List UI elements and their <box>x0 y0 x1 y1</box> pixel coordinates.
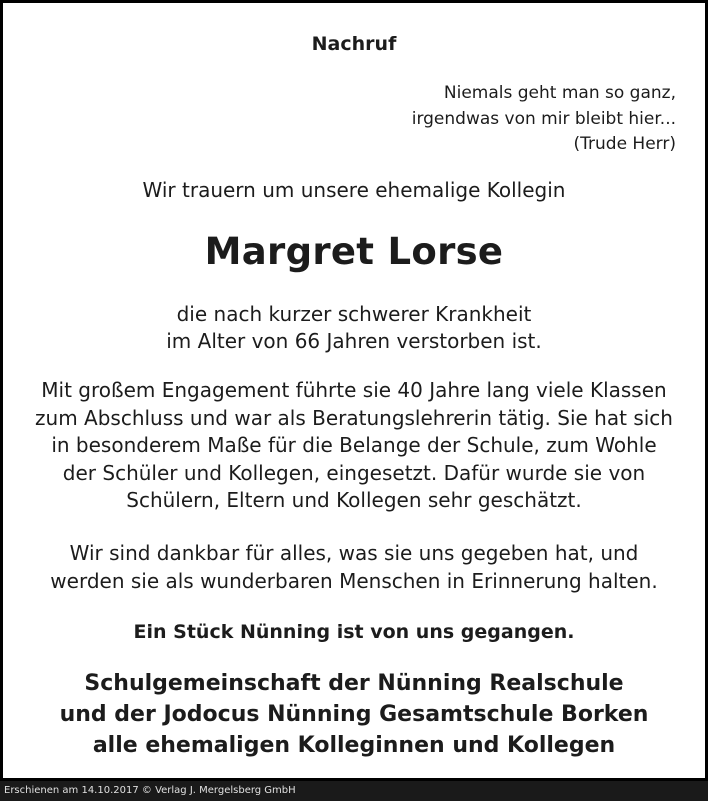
tribute-paragraph <box>3 377 705 515</box>
quote-block <box>412 81 676 158</box>
closing-line: Ein Stück Nünning ist von uns gegangen. <box>133 621 575 643</box>
thanks-line: Wir sind dankbar für alles, was sie uns gegeben hat, und <box>69 541 639 565</box>
signature-line: Schulgemeinschaft der Nünning Realschule <box>84 671 624 696</box>
tribute-line: Mit großem Engagement führte sie 40 Jahre lang viele Klassen <box>41 378 667 402</box>
notice-heading: Nachruf <box>311 33 397 55</box>
signature-line: und der Jodocus Nünning Gesamtschule Borken <box>59 702 649 727</box>
signature-block <box>3 668 705 761</box>
signature-line: alle ehemaligen Kolleginnen und Kollegen <box>92 733 616 758</box>
tribute-line: Schülern, Eltern und Kollegen sehr geschätzt. <box>126 488 582 512</box>
tribute-line: in besonderem Maße für die Belange der Schule, zum Wohle <box>51 433 657 457</box>
intro-text: Wir trauern um unsere ehemalige Kollegin <box>142 178 566 202</box>
publication-footer: Erschienen am 14.10.2017 © Verlag J. Mergelsberg GmbH <box>4 785 296 796</box>
deceased-name: Margret Lorse <box>204 230 504 273</box>
quote-attribution: (Trude Herr) <box>573 134 676 154</box>
thanks-paragraph <box>3 539 705 595</box>
death-line: die nach kurzer schwerer Krankheit <box>176 302 532 326</box>
thanks-line: werden sie als wunderbaren Menschen in Erinnerung halten. <box>50 569 658 593</box>
death-line: im Alter von 66 Jahren verstorben ist. <box>166 329 542 353</box>
death-text <box>3 301 705 355</box>
tribute-line: zum Abschluss und war als Beratungslehrerin tätig. Sie hat sich <box>35 405 673 430</box>
tribute-line: der Schüler und Kollegen, eingesetzt. Dafür wurde sie von <box>62 460 646 485</box>
quote-line: irgendwas von mir bleibt hier... <box>411 108 676 129</box>
quote-line: Niemals geht man so ganz, <box>443 83 676 103</box>
